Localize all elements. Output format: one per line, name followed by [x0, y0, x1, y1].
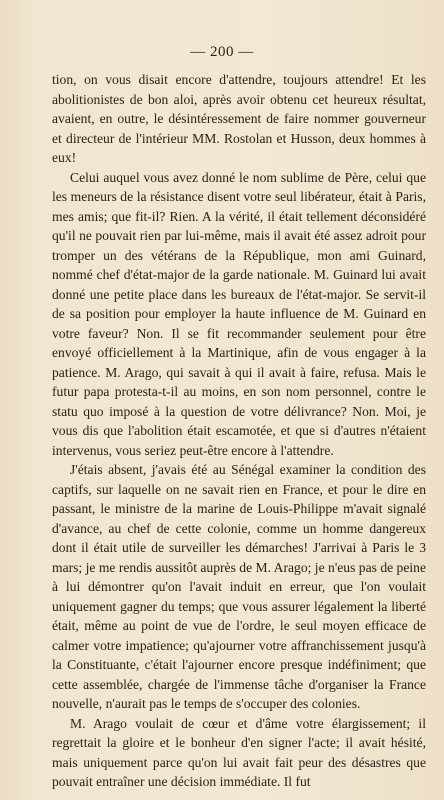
- paragraph: Celui auquel vous avez donné le nom sublime de Père, celui que les meneurs de la résistance disent votre seul libérateur, était à Paris, mes amis; que fit-il? Rien. A la vérité, il était tellement déconsidéré qu'il ne pouvait rien par lui-même, mais il avait été assez adroit pour tromper un des vétérans de la République, mon ami Guinard, nommé chef d'état-major de la garde nationale. M. Guinard lui avait donné une petite place dans les bureaux de l'état-major. Se servit-il de sa position pour employer la haute influence de M. Guinard en votre faveur? Non. Il se fit recommander seulement pour être envoyé officiellement à la Martinique, afin de vous engager à la patience. M. Arago, qui savait à qui il avait à faire, refusa. Mais le futur papa protesta-t-il au moins, en son nom personnel, contre le statu quo imposé à la question de votre délivrance? Non. Moi, je vous dis que l'abolition était escamotée, et que si d'autres n'étaient intervenus, vous seriez peut-être encore à l'attendre.: [52, 169, 426, 458]
- paragraph: tion, on vous disait encore d'attendre, toujours attendre! Et les abolitionistes de bon aloi, après avoir obtenu cet heureux résultat, avaient, en outre, le désintéressement de faire nommer gouverneur et directeur de l'intérieur MM. Rostolan et Husson, deux hommes à eux!: [52, 72, 426, 165]
- page-number: — 200 —: [190, 44, 254, 60]
- page-body: [52, 70, 426, 792]
- paragraph: M. Arago voulait de cœur et d'âme votre élargissement; il regrettait la gloire et le bonheur d'en signer l'acte; il avait hésité, mais uniquement parce qu'on lui avait fait peur des désastres que pouvait entraîner une décision immédiate. Il fut: [52, 715, 426, 789]
- paragraph: J'étais absent, j'avais été au Sénégal examiner la condition des captifs, sur laquelle on ne savait rien en France, et pour le dire en passant, le ministre de la marine de Louis-Philippe m'avait signalé d'avance, au chef de cette colonie, comme un homme dangereux dont il était utile de surveiller les démarches! J'arrivai à Paris le 3 mars; je me rendis aussitôt auprès de M. Arago; je n'eus pas de peine à lui démontrer qu'on l'avait induit en erreur, que l'on voulait uniquement gagner du temps; que vous assurer légalement la liberté était, même au point de vue de l'ordre, le seul moyen efficace de calmer votre impatience; qu'ajourner votre affranchissement jusqu'à la Constituante, c'était l'ajourner encore presque indéfiniment; que cette assemblée, chargée de l'immense tâche d'organiser la France nouvelle, n'aurait pas le temps de s'occuper des colonies.: [52, 462, 426, 711]
